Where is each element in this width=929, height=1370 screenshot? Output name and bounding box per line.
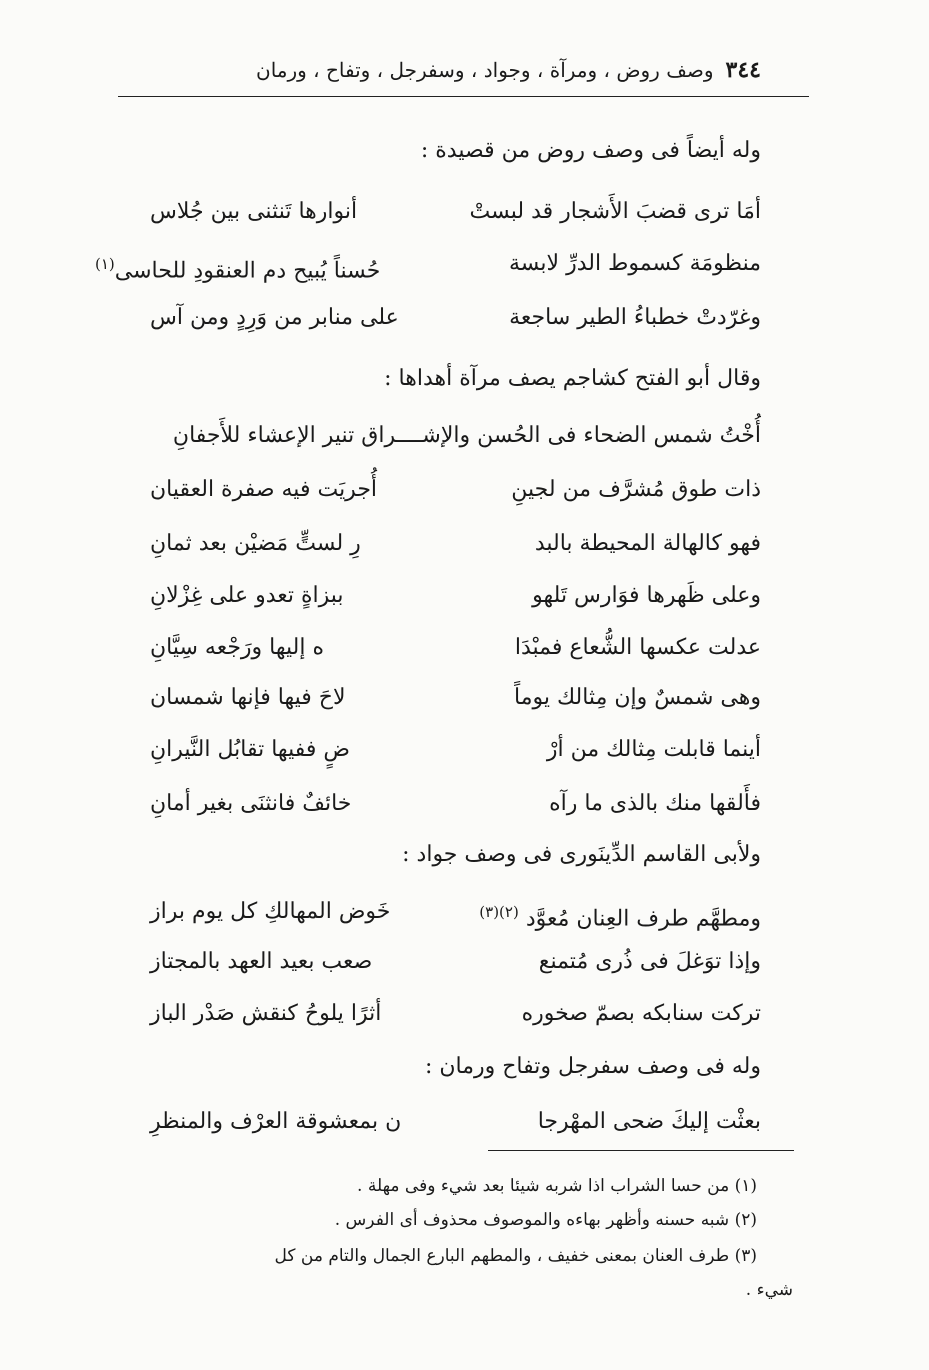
- footnote: (٢) شبه حسنه وأظهر بهاءه والموصوف محذوف أى الفرس .: [334, 1210, 757, 1230]
- verse-first-hemistich: منظومَة كسموط الدرِّ لابسة: [508, 251, 761, 276]
- verse-text: ومطهَّم طرف العِنان مُعوَّد: [525, 906, 761, 932]
- verse-second-hemistich: خائفٌ فانثنَى بغير أمانِ: [150, 791, 352, 816]
- verse-first-hemistich: وهى شمسٌ وإن مِثالك يوماً: [514, 685, 761, 710]
- verse-line: [95, 244, 761, 284]
- page-number: ٣٤٤: [725, 57, 761, 83]
- footnote-marker: (٣): [479, 903, 500, 921]
- verse-second-hemistich: أنوارها تَنثنى بين جُلاس: [150, 199, 358, 224]
- verse-line: [150, 628, 761, 668]
- verse-second-hemistich: [95, 244, 380, 291]
- verse-line: [150, 470, 761, 510]
- verse-line: [150, 576, 761, 616]
- verse-first-hemistich: عدلت عكسها الشُّعاع فمبْدَا: [514, 635, 761, 660]
- verse-full-line: أُخْتُ شمس الضحاء فى الحُسن والإشــــراق تنير الإعشاء للأَجفانِ: [172, 423, 761, 448]
- verse-first-hemistich: فأَلقها منك بالذى ما رآه: [549, 791, 761, 816]
- verse-line: [150, 730, 761, 770]
- verse-line: [150, 192, 761, 232]
- verse-first-hemistich: بعثْت إليكَ ضحى المهْرجا: [537, 1109, 761, 1134]
- footnote-marker: (١): [95, 255, 115, 273]
- footnote: (٣) طرف العنان بمعنى خفيف ، والمطهم البارع الجمال والتام من كل: [274, 1246, 757, 1266]
- verse-line: [150, 942, 761, 982]
- verse-second-hemistich: صعب بعيد العهد بالمجتاز: [150, 949, 373, 974]
- verse-second-hemistich: ببزاةٍ تعدو على غِزْلانِ: [150, 583, 344, 608]
- verse-second-hemistich: رِ لستٍّ مَضيْن بعد ثمانِ: [150, 531, 361, 556]
- verse-line: [150, 892, 761, 932]
- verse-second-hemistich: ضٍ ففيها تقابُل النَّيرانِ: [150, 737, 350, 762]
- verse-first-hemistich: تركت سنابكه بصمّ صخوره: [521, 1001, 761, 1026]
- footnote: (١) من حسا الشراب اذا شربه شيئا بعد شيء وفى مهلة .: [357, 1176, 757, 1196]
- verse-second-hemistich: ن بمعشوقة العرْف والمنظرِ: [150, 1109, 402, 1134]
- verse-line: [150, 1102, 761, 1142]
- verse-first-hemistich: [479, 892, 761, 939]
- section-intro: وقال أبو الفتح كشاجم يصف مرآة أهداها :: [384, 366, 761, 391]
- verse-text: حُسناً يُبيح دم العنقودِ للحاسى: [114, 258, 381, 284]
- verse-second-hemistich: أُجريَت فيه صفرة العقيان: [150, 477, 378, 502]
- verse-first-hemistich: وغرّدتْ خطباءُ الطير ساجعة: [509, 305, 761, 330]
- verse-first-hemistich: أينما قابلت مِثالك من أرْ: [546, 737, 761, 762]
- verse-second-hemistich: ه إليها ورَجْعه سِيَّانِ: [150, 635, 324, 660]
- verse-first-hemistich: فهو كالهالة المحيطة بالبد: [534, 531, 761, 556]
- verse-line: [150, 678, 761, 718]
- page-header: [160, 52, 761, 88]
- footnote-separator: [488, 1150, 794, 1151]
- footnote-marker: (٢): [499, 903, 519, 921]
- section-intro: ولأبى القاسم الدِّينَورى فى وصف جواد :: [402, 842, 761, 867]
- verse-line: [150, 784, 761, 824]
- verse-first-hemistich: أمَا ترى قضبَ الأَشجار قد لبستْ: [469, 199, 761, 224]
- verse-line: [150, 994, 761, 1034]
- section-intro: وله أيضاً فى وصف روض من قصيدة :: [420, 138, 761, 163]
- verse-second-hemistich: خَوض المهالكِ كل يوم براز: [150, 899, 391, 924]
- verse-second-hemistich: أثرًا يلوحُ كنقش صَدْر الباز: [150, 1001, 382, 1026]
- verse-first-hemistich: وعلى ظَهرها فوَارس تَلهو: [532, 583, 761, 608]
- running-title: وصف روض ، ومرآة ، وجواد ، وسفرجل ، وتفاح ، ورمان: [256, 58, 714, 82]
- verse-line: [150, 416, 761, 456]
- section-intro: وله فى وصف سفرجل وتفاح ورمان :: [424, 1054, 761, 1079]
- header-rule: [118, 96, 809, 97]
- verse-line: [150, 298, 761, 338]
- verse-second-hemistich: على منابر من وَرِدٍ ومن آس: [150, 305, 399, 330]
- verse-line: [150, 524, 761, 564]
- verse-first-hemistich: ذات طوق مُشرَّف من لجينِ: [511, 477, 761, 502]
- verse-second-hemistich: لاحَ فيها فإنها شمسان: [150, 685, 346, 710]
- verse-first-hemistich: وإذا توَغلَ فى ذُرى مُتمنع: [538, 949, 761, 974]
- footnote-continuation: شيء .: [745, 1280, 793, 1300]
